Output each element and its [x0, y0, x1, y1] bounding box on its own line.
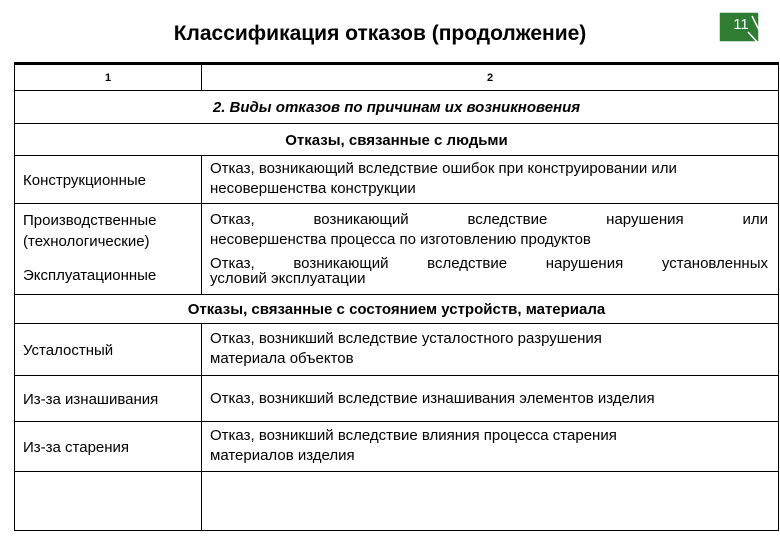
failure-description-line: Отказ, возникший вследствие влияния процесса старения	[210, 427, 617, 444]
table-row	[15, 421, 778, 472]
table-row	[15, 155, 778, 204]
failure-type: Усталостный	[23, 341, 114, 359]
column-number-2: 2	[201, 65, 778, 90]
page-title: Классификация отказов (продолжение)	[173, 22, 587, 45]
table-row	[15, 256, 778, 294]
slide-number: 11	[733, 16, 749, 33]
empty-cell	[201, 472, 778, 530]
slide-number-badge	[718, 10, 764, 48]
failure-description-line: Отказ, возникший вследствие усталостного разрушения	[210, 330, 602, 347]
column-number-1: 1	[104, 71, 112, 84]
failure-type: Из-за изнашивания	[23, 390, 159, 408]
group-header-row	[15, 294, 778, 324]
failure-type: Из-за старения	[23, 438, 130, 456]
table-row	[15, 375, 778, 422]
table-row	[15, 323, 778, 376]
failure-description: Отказ, возникший вследствие изнашивания элементов изделия	[201, 376, 778, 422]
section-title-row	[15, 90, 778, 124]
failure-description-line: условий эксплуатации	[210, 270, 366, 287]
failure-type: Конструкционные	[23, 171, 146, 189]
failure-description	[201, 256, 778, 294]
failure-description-line: Отказ, возникающий вследствие нарушения установленных	[210, 255, 768, 272]
group-title-devices: Отказы, связанные с состоянием устройств, материала	[187, 301, 606, 318]
failure-description-line: материала объектов	[210, 350, 354, 367]
failure-description	[201, 204, 778, 257]
failure-description-line: материалов изделия	[210, 447, 355, 464]
failure-classification-table	[14, 62, 779, 531]
failure-description: Отказ, возникающий вследствие ошибок при конструировании или несовершенства конструкции	[201, 156, 778, 204]
table-row	[15, 203, 778, 257]
failure-type: Производственные (технологические)	[23, 211, 157, 250]
empty-table-row	[15, 471, 778, 530]
group-header-row	[15, 123, 778, 156]
group-title-people: Отказы, связанные с людьми	[285, 131, 508, 149]
failure-description	[201, 324, 778, 376]
empty-cell	[15, 472, 201, 530]
failure-description-line: несовершенства процесса по изготовлению продуктов	[210, 231, 591, 248]
failure-type: Эксплуатационные	[23, 266, 157, 284]
failure-description-line: Отказ, возникающий вследствие нарушения или	[210, 211, 768, 228]
failure-description	[201, 422, 778, 472]
column-number-row	[15, 65, 778, 90]
section-title: 2. Виды отказов по причинам их возникновения	[212, 99, 581, 116]
